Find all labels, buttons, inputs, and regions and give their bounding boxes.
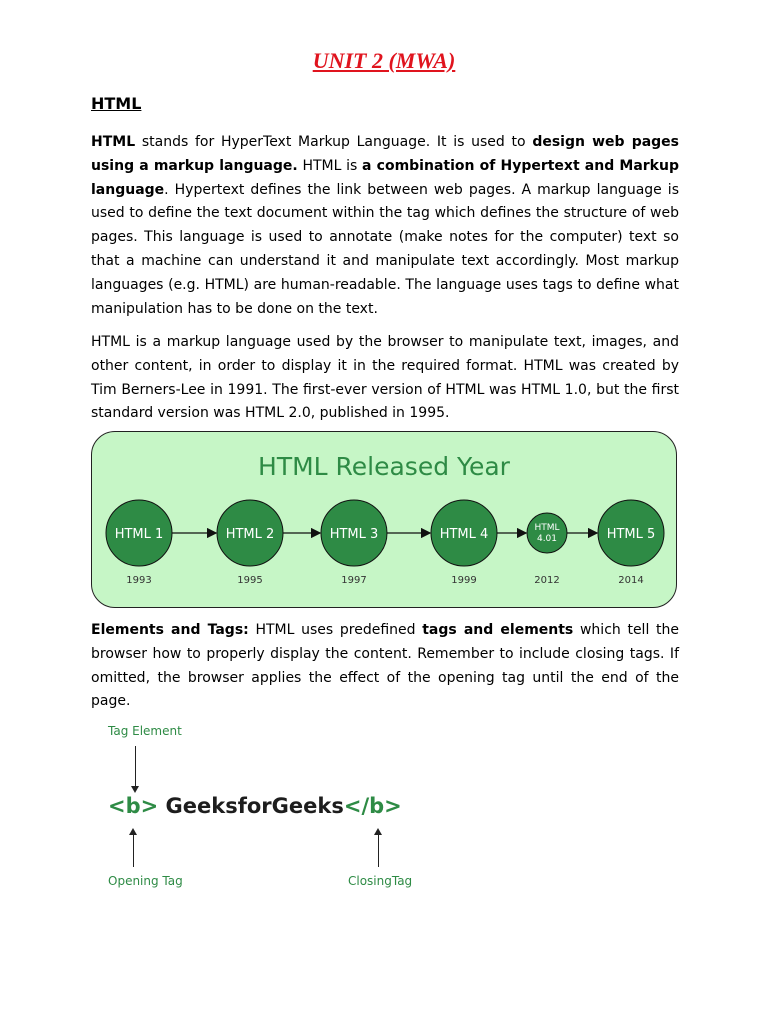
bold-text-run: HTML [91, 134, 136, 150]
text-run: which tell the browser how to properly display the content. Remember to include closing tags. If omitted, the browser applies the effect of the opening tag until the end of the page. [91, 622, 680, 710]
bold-text-run: Elements and Tags: [91, 622, 249, 638]
closing-tag-arrowhead [374, 828, 382, 835]
timeline-year-label: 2012 [534, 575, 560, 586]
text-run: . Hypertext defines the link between web pages. A markup language is used to define the text document within the tag which defines the structure of web pages. This language is used to annotate (make notes for the computer) text so that a machine can understand it and manipulate text accordingly. Most markup languages (e.g. HTML) are human-readable. The language uses tags to define what manipulation has to be done on the text. [91, 181, 679, 317]
timeline-node-label: HTML 3 [329, 527, 379, 542]
timeline-node-circle [527, 513, 567, 553]
tag-content: GeeksforGeeks [158, 794, 344, 818]
paragraph-elements-and-tags [91, 619, 679, 714]
unit-title: UNIT 2 (MWA) [312, 48, 456, 73]
timeline-year-label: 1995 [237, 575, 263, 586]
opening-tag: <b> [108, 794, 159, 818]
timeline-node-label: HTML [534, 523, 560, 533]
closing-tag-label: ClosingTag [348, 874, 413, 888]
timeline-year-label: 1997 [341, 575, 367, 586]
opening-tag-arrow [133, 835, 134, 867]
html-release-timeline [91, 431, 677, 608]
timeline-node-label: 4.01 [536, 534, 558, 544]
tag-element-arrow [135, 746, 136, 786]
text-run: stands for HyperText Markup Language. It is used to [135, 134, 533, 150]
closing-tag: </b> [343, 794, 402, 818]
section-heading-html: HTML [91, 94, 142, 113]
tag-code-example [108, 794, 402, 818]
tag-element-label: Tag Element [108, 724, 182, 738]
opening-tag-label: Opening Tag [108, 874, 183, 888]
timeline-graphic [92, 432, 678, 609]
paragraph-html-definition [91, 131, 679, 321]
bold-text-run: design web pages using a markup language. [91, 134, 680, 174]
timeline-year-label: 1999 [451, 575, 477, 586]
timeline-node-label: HTML 1 [114, 527, 164, 542]
paragraph-html-history: HTML is a markup language used by the browser to manipulate text, images, and other content, in order to display it in the required format. HTML was created by Tim Berners-Lee in 1991. The first-ever version of HTML was HTML 1.0, but the first standard version was HTML 2.0, published in 1995. [91, 334, 679, 422]
timeline-node-label: HTML 5 [606, 527, 656, 542]
bold-text-run: a combination of Hypertext and Markup language [91, 157, 679, 198]
text-run: HTML uses predefined [248, 622, 423, 638]
bold-text-run: tags and elements [422, 622, 574, 638]
opening-tag-arrowhead [129, 828, 137, 835]
closing-tag-arrow [378, 835, 379, 867]
timeline-node-label: HTML 4 [439, 527, 489, 542]
tag-element-arrowhead [131, 786, 139, 793]
timeline-year-label: 1993 [126, 575, 152, 586]
tag-anatomy-figure [100, 722, 440, 892]
timeline-title: HTML Released Year [258, 452, 510, 481]
timeline-year-label: 2014 [618, 575, 644, 586]
text-run: HTML is [297, 157, 363, 174]
timeline-node-label: HTML 2 [225, 527, 275, 542]
